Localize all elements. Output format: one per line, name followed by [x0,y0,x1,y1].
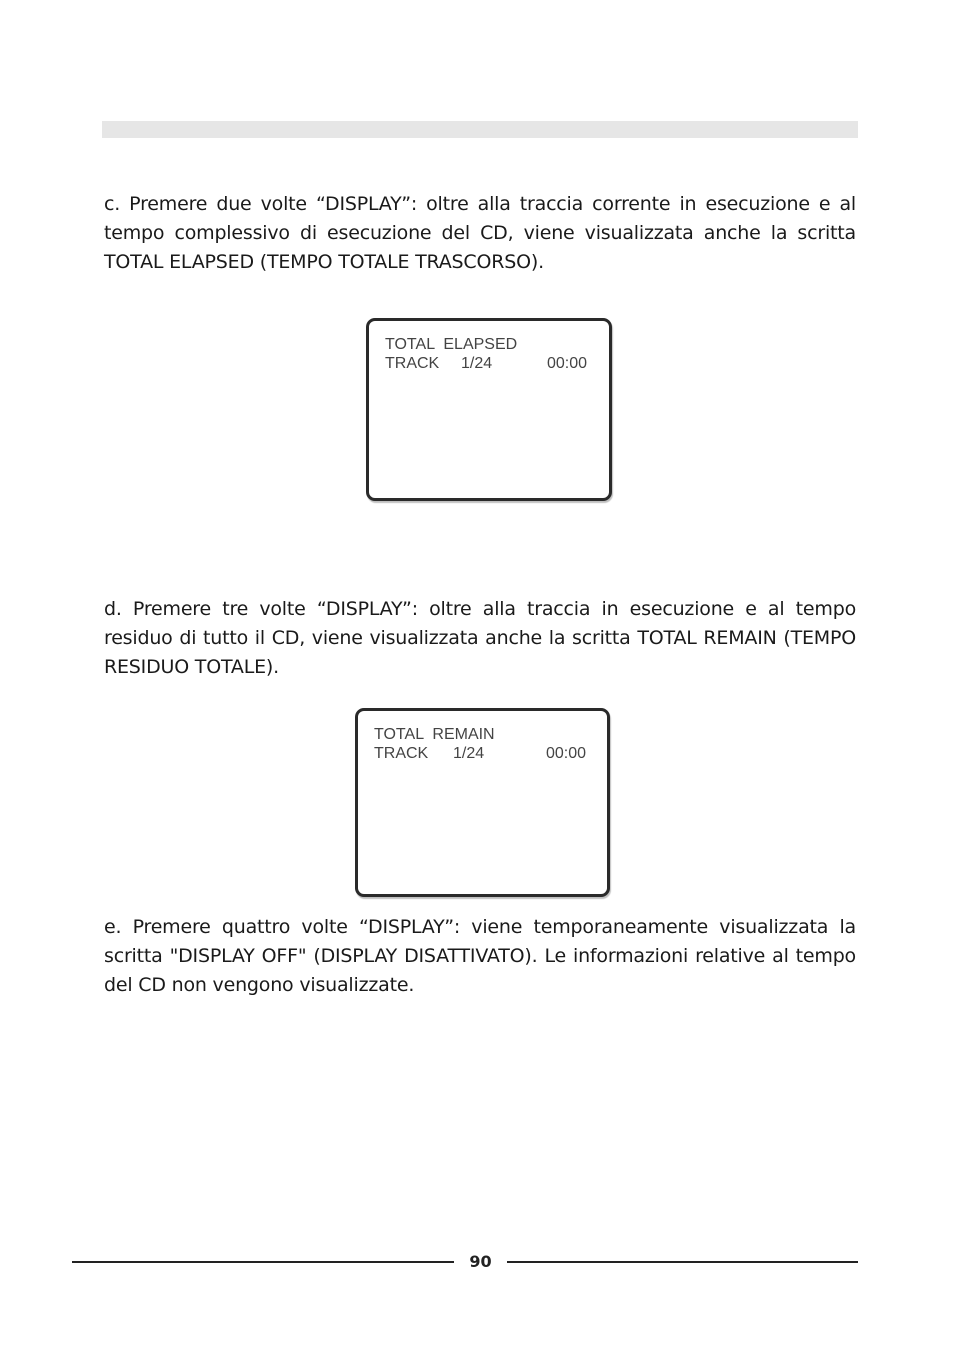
screen-time: 00:00 [547,355,588,372]
display-screen-total-remain [355,708,610,897]
footer-rule-right [507,1261,858,1263]
paragraph-e: e. Premere quattro volte “DISPLAY”: viene temporaneamente visualizzata la scritta "DISPLAY OFF" (DISPLAY DISATTIVATO). Le informazioni relative al tempo del CD non vengono visualizzate. [104,916,856,996]
display-screen-total-elapsed [366,318,612,501]
paragraph-d: d. Premere tre volte “DISPLAY”: oltre alla traccia in esecuzione e al tempo residuo di tutto il CD, viene visualizzata anche la scritta TOTAL REMAIN (TEMPO RESIDUO TOTALE). [104,598,856,678]
screen-mode-label: TOTAL REMAIN [374,726,495,743]
screen-time: 00:00 [546,745,587,762]
page-number: 90 [469,1252,492,1271]
header-bar [102,121,858,138]
screen-track-value: 1/24 [453,745,485,762]
screen-track-value: 1/24 [461,355,493,372]
screen-track-label: TRACK [374,745,429,762]
paragraph-c: c. Premere due volte “DISPLAY”: oltre alla traccia corrente in esecuzione e al tempo complessivo di esecuzione del CD, viene visualizzata anche la scritta TOTAL ELAPSED (TEMPO TOTALE TRASCORSO). [104,193,856,273]
footer-rule-left [72,1261,454,1263]
screen-track-label: TRACK [385,355,440,372]
screen-mode-label: TOTAL ELAPSED [385,336,518,353]
